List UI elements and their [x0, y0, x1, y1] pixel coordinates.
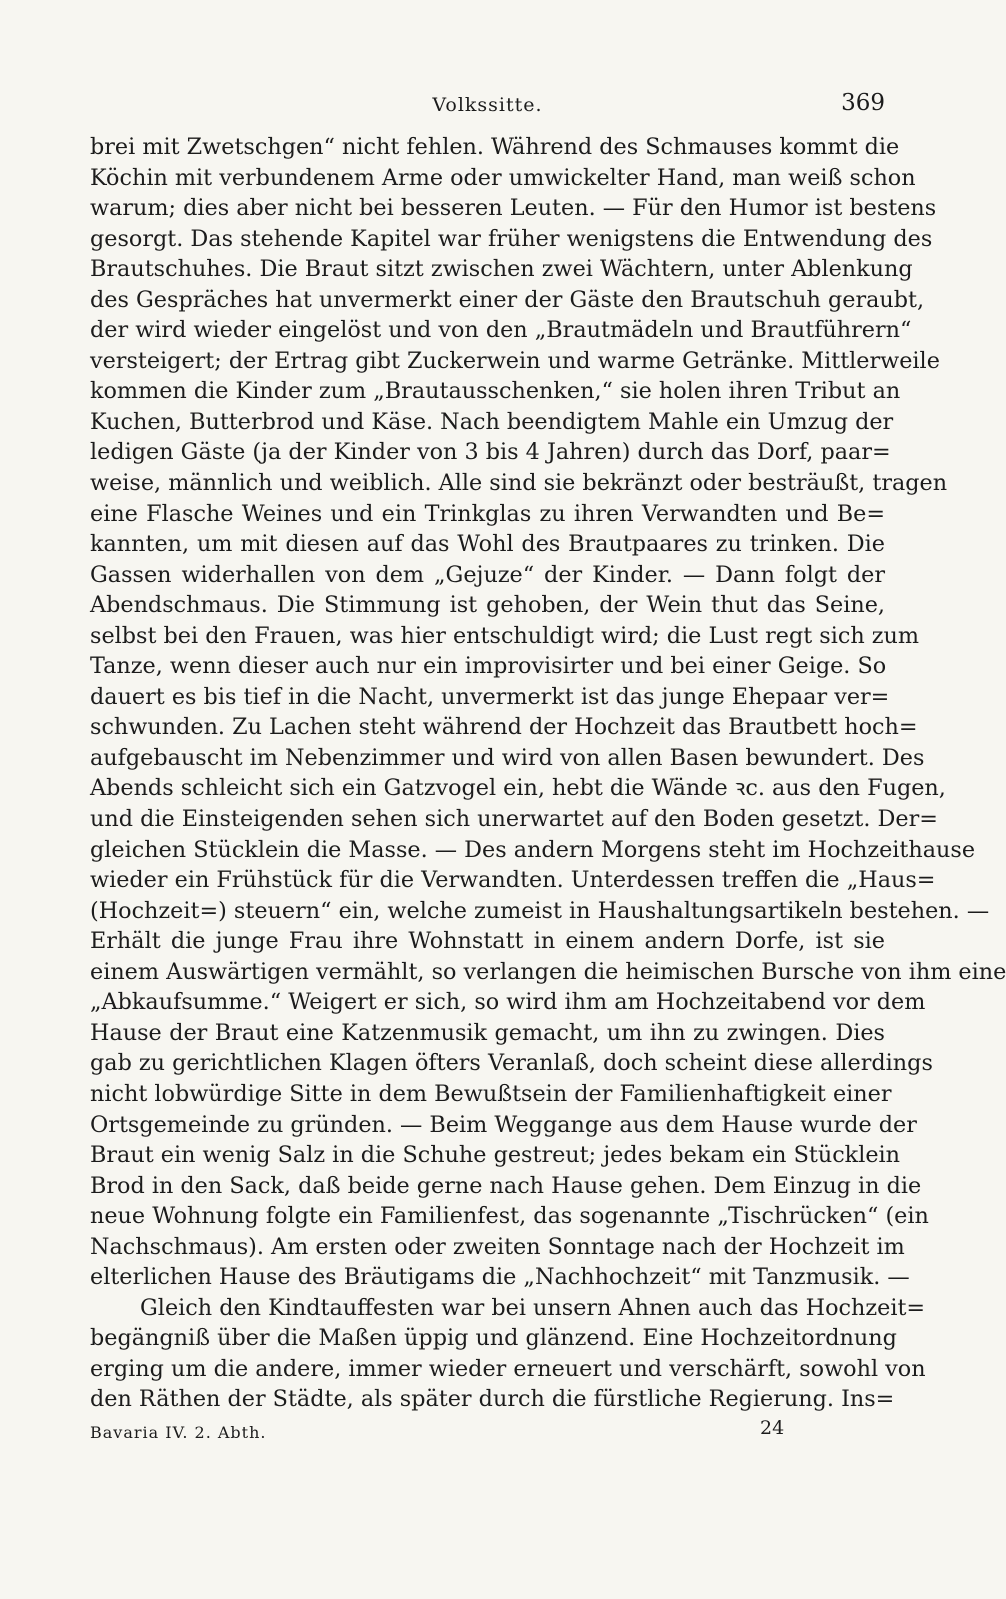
text-line: neue Wohnung folgte ein Familienfest, das sogenannte „Tischrücken“ (ein: [90, 1203, 929, 1230]
text-line: brei mit Zwetschgen“ nicht fehlen. Während des Schmauses kommt die: [90, 134, 900, 160]
page-footer: [90, 1417, 885, 1447]
text-line: Gassen widerhallen von dem „Gejuze“ der Kinder. — Dann folgt der: [90, 561, 885, 588]
body-text: [90, 132, 1006, 1415]
running-head: Volkssitte.: [432, 94, 543, 116]
text-line: und die Einsteigenden sehen sich unerwartet auf den Boden gesetzt. Der=: [90, 806, 938, 833]
text-line: dauert es bis tief in die Nacht, unvermerkt ist das junge Ehepaar ver=: [90, 683, 890, 710]
text-line: einem Auswärtigen vermählt, so verlangen die heimischen Bursche von ihm eine: [90, 958, 1006, 985]
text-line: wieder ein Frühstück für die Verwandten. Unterdessen treffen die „Haus=: [90, 867, 936, 894]
text-line: Kuchen, Butterbrod und Käse. Nach beendigtem Mahle ein Umzug der: [90, 408, 894, 435]
text-line: Brautschuhes. Die Braut sitzt zwischen zwei Wächtern, unter Ablenkung: [90, 256, 913, 283]
text-line: den Räthen der Städte, als später durch die fürstliche Regierung. Ins=: [90, 1386, 895, 1413]
text-line: begängniß über die Maßen üppig und glänzend. Eine Hochzeitordnung: [90, 1325, 897, 1352]
text-line: Tanze, wenn dieser auch nur ein improvisirter und bei einer Geige. So: [90, 653, 887, 680]
text-line: Nachschmaus). Am ersten oder zweiten Sonntage nach der Hochzeit im: [90, 1233, 905, 1260]
text-line: (Hochzeit=) steuern“ ein, welche zumeist in Haushaltungsartikeln bestehen. —: [90, 897, 990, 924]
paragraph: [90, 1293, 926, 1415]
book-page: [90, 88, 1006, 1447]
text-line: der wird wieder eingelöst und von den „Brautmädeln und Brautführern“: [90, 317, 912, 344]
text-line: weise, männlich und weiblich. Alle sind sie bekränzt oder besträußt, tragen: [90, 470, 948, 497]
text-line: warum; dies aber nicht bei besseren Leuten. — Für den Humor ist bestens: [90, 195, 937, 222]
text-line: aufgebauscht im Nebenzimmer und wird von allen Basen bewundert. Des: [90, 744, 925, 771]
text-line: Brod in den Sack, daß beide gerne nach Hause gehen. Dem Einzug in die: [90, 1172, 922, 1199]
text-line: gesorgt. Das stehende Kapitel war früher wenigstens die Entwendung des: [90, 225, 933, 252]
text-line: Abends schleicht sich ein Gatzvogel ein, hebt die Wände ꝛc. aus den Fugen,: [90, 775, 946, 802]
text-line: schwunden. Zu Lachen steht während der Hochzeit das Brautbett hoch=: [90, 714, 918, 741]
text-line: gleichen Stücklein die Masse. — Des andern Morgens steht im Hochzeithause: [90, 836, 976, 863]
text-line: des Gespräches hat unvermerkt einer der Gäste den Brautschuh geraubt,: [90, 286, 925, 313]
text-line: Erhält die junge Frau ihre Wohnstatt in einem andern Dorfe, ist sie: [90, 928, 885, 955]
text-line: Hause der Braut eine Katzenmusik gemacht, um ihn zu zwingen. Dies: [90, 1019, 885, 1046]
paragraph: [90, 132, 1006, 1293]
printer-signature: Bavaria IV. 2. Abth.: [90, 1422, 267, 1442]
text-line: Abendschmaus. Die Stimmung ist gehoben, der Wein thut das Seine,: [90, 592, 885, 619]
text-line: Braut ein wenig Salz in die Schuhe gestreut; jedes bekam ein Stücklein: [90, 1142, 901, 1169]
page-number: 369: [841, 90, 885, 116]
text-line: selbst bei den Frauen, was hier entschuldigt wird; die Lust regt sich zum: [90, 622, 920, 649]
page-header: [90, 88, 885, 132]
text-line: nicht lobwürdige Sitte in dem Bewußtsein der Familienhaftigkeit einer: [90, 1080, 892, 1107]
text-line: eine Flasche Weines und ein Trinkglas zu ihren Verwandten und Be=: [90, 500, 885, 527]
text-line: kommen die Kinder zum „Brautausschenken,“ sie holen ihren Tribut an: [90, 378, 901, 405]
text-line: elterlichen Hause des Bräutigams die „Nachhochzeit“ mit Tanzmusik. —: [90, 1264, 910, 1291]
text-line: Gleich den Kindtauffesten war bei unsern Ahnen auch das Hochzeit=: [140, 1294, 926, 1321]
text-line: „Abkaufsumme.“ Weigert er sich, so wird ihm am Hochzeitabend vor dem: [90, 989, 926, 1016]
text-line: kannten, um mit diesen auf das Wohl des Brautpaares zu trinken. Die: [90, 531, 885, 558]
text-line: Köchin mit verbundenem Arme oder umwickelter Hand, man weiß schon: [90, 164, 916, 191]
text-line: Ortsgemeinde zu gründen. — Beim Weggange aus dem Hause wurde der: [90, 1111, 917, 1138]
text-line: versteigert; der Ertrag gibt Zuckerwein und warme Getränke. Mittlerweile: [90, 347, 940, 374]
text-line: ledigen Gäste (ja der Kinder von 3 bis 4 Jahren) durch das Dorf, paar=: [90, 439, 891, 466]
text-line: gab zu gerichtlichen Klagen öfters Veranlaß, doch scheint diese allerdings: [90, 1050, 933, 1077]
text-line: erging um die andere, immer wieder erneuert und verschärft, sowohl von: [90, 1355, 926, 1382]
sheet-number: 24: [760, 1416, 785, 1439]
